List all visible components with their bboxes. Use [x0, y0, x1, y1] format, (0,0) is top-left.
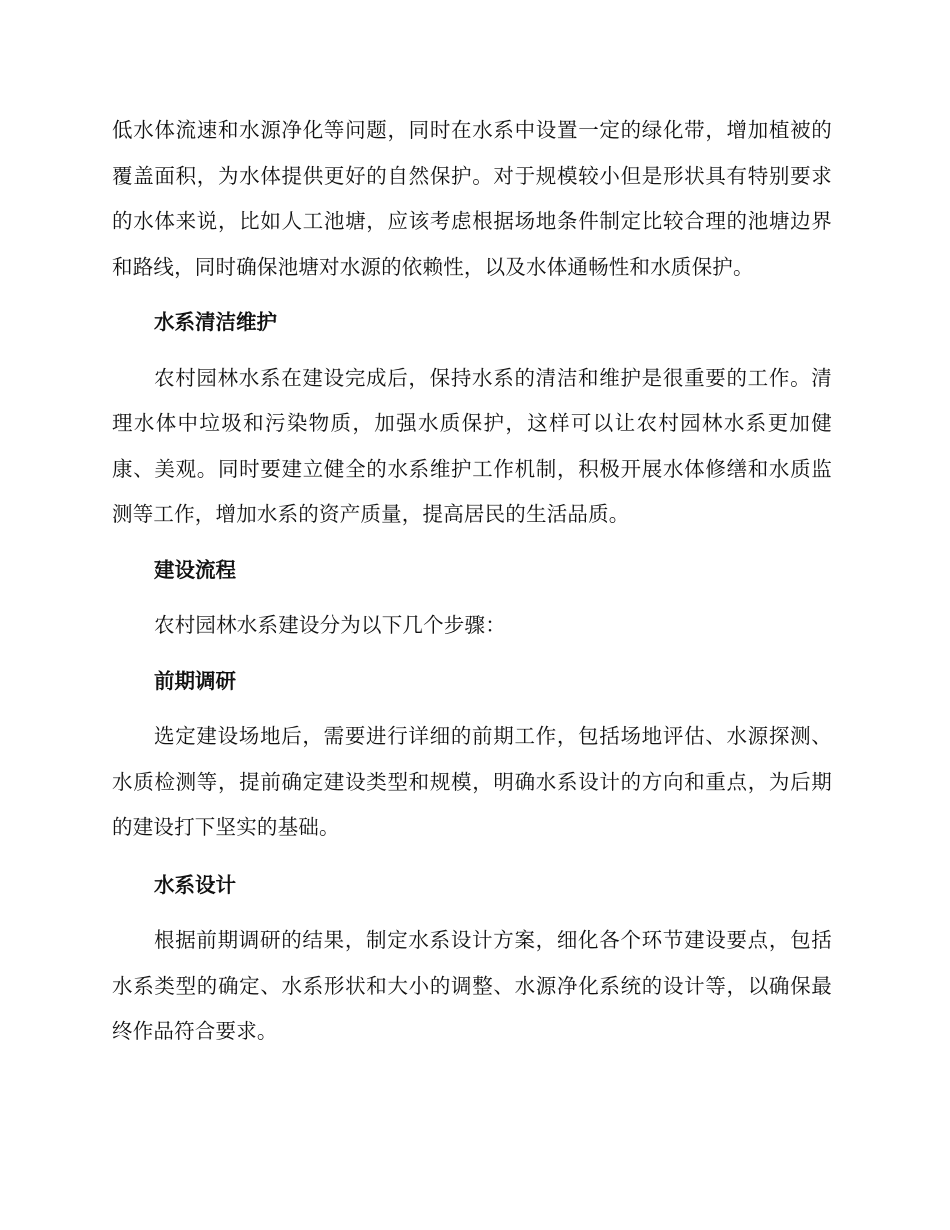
heading-water-system-design: 水系设计: [154, 872, 236, 897]
heading-water-system-cleaning: 水系清洁维护: [154, 310, 277, 334]
paragraph-water-system-design: 根据前期调研的结果，制定水系设计方案，细化各个环节建设要点，包括水系类型的确定、水系形状和大小的调整、水源净化系统的设计等，以确保最终作品符合要求。: [112, 928, 832, 1043]
paragraph-water-system-cleaning: 农村园林水系在建设完成后，保持水系的清洁和维护是很重要的工作。清理水体中垃圾和污染物质，加强水质保护，这样可以让农村园林水系更加健康、美观。同时要建立健全的水系维护工作机制，积极开展水体修缮和水质监测等工作，增加水系的资产质量，提高居民的生活品质。: [112, 365, 832, 526]
heading-construction-process: 建设流程: [154, 557, 236, 582]
document-page: [112, 108, 832, 1055]
paragraph-construction-steps-intro: 农村园林水系建设分为以下几个步骤：: [154, 613, 506, 637]
paragraph-water-body-design-continued: 低水体流速和水源净化等问题，同时在水系中设置一定的绿化带，增加植被的覆盖面积，为水体提供更好的自然保护。对于规模较小但是形状具有特别要求的水体来说，比如人工池塘，应该考虑根据场地条件制定比较合理的池塘边界和路线，同时确保池塘对水源的依赖性，以及水体通畅性和水质保护。: [112, 118, 832, 279]
heading-preliminary-survey: 前期调研: [154, 668, 236, 693]
paragraph-preliminary-survey: 选定建设场地后，需要进行详细的前期工作，包括场地评估、水源探测、水质检测等，提前确定建设类型和规模，明确水系设计的方向和重点，为后期的建设打下坚实的基础。: [112, 724, 832, 839]
